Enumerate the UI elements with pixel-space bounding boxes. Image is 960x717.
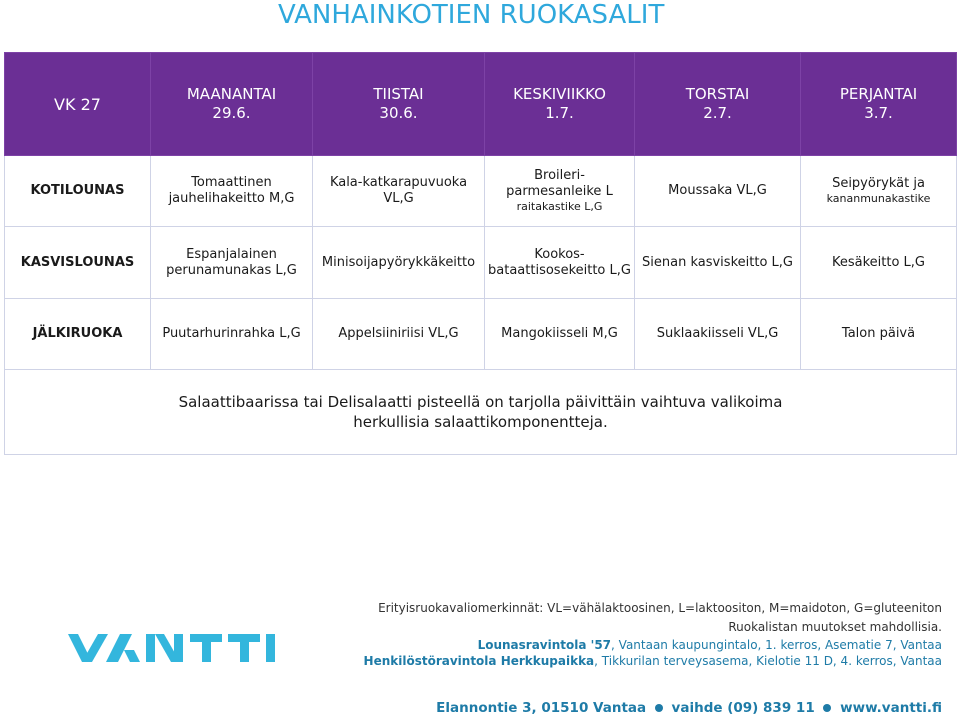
menu-cell: Seipyörykät ja kananmunakastike (801, 156, 957, 227)
menu-cell: Tomaattinen jauhelihakeitto M,G (151, 156, 313, 227)
table-row (5, 370, 957, 455)
menu-cell: Kesäkeitto L,G (801, 227, 957, 299)
menu-cell: Moussaka VL,G (635, 156, 801, 227)
day-friday: PERJANTAI 3.7. (801, 53, 957, 156)
menu-cell: Sienan kasviskeitto L,G (635, 227, 801, 299)
day-wednesday: KESKIVIIKKO 1.7. (485, 53, 635, 156)
contact-line (436, 700, 942, 716)
diet-legend: Erityisruokavaliomerkinnät: VL=vähälaktoosinen, L=laktoositon, M=maidoton, G=gluteeniton (378, 601, 942, 615)
contact-phone: vaihde (09) 839 11 (671, 700, 815, 716)
table-row (5, 156, 957, 227)
page-title: VANHAINKOTIEN RUOKASALIT (278, 0, 665, 30)
contact-address: Elannontie 3, 01510 Vantaa (436, 700, 647, 716)
vantti-logo (68, 628, 278, 672)
row-label-kasvislounas: KASVISLOUNAS (5, 227, 151, 299)
week-number: VK 27 (5, 53, 151, 156)
menu-cell: Broileri-parmesanleike L raitakastike L,G (485, 156, 635, 227)
menu-cell: Appelsiiniriisi VL,G (313, 299, 485, 370)
menu-changes-note: Ruokalistan muutokset mahdollisia. (728, 620, 942, 634)
row-label-jalkiruoka: JÄLKIRUOKA (5, 299, 151, 370)
table-row (5, 227, 957, 299)
menu-cell: Suklaakiisseli VL,G (635, 299, 801, 370)
salad-bar-note: Salaattibaarissa tai Delisalaatti pisteellä on tarjolla päivittäin vaihtuva valikoima herkullisia salaattikomponentteja. (5, 370, 957, 455)
day-thursday: TORSTAI 2.7. (635, 53, 801, 156)
menu-cell: Espanjalainen perunamunakas L,G (151, 227, 313, 299)
header-row (5, 53, 957, 156)
bullet-icon (823, 704, 831, 712)
menu-cell: Mangokiisseli M,G (485, 299, 635, 370)
menu-cell: Kala-katkarapuvuoka VL,G (313, 156, 485, 227)
menu-cell: Puutarhurinrahka L,G (151, 299, 313, 370)
day-tuesday: TIISTAI 30.6. (313, 53, 485, 156)
menu-cell: Talon päivä (801, 299, 957, 370)
menu-table (4, 52, 957, 455)
bullet-icon (655, 704, 663, 712)
menu-cell: Kookos-bataattisosekeitto L,G (485, 227, 635, 299)
contact-web-link[interactable]: www.vantti.fi (840, 700, 942, 716)
row-label-kotilounas: KOTILOUNAS (5, 156, 151, 227)
restaurant-1: Lounasravintola '57, Vantaan kaupungintalo, 1. kerros, Asematie 7, Vantaa (477, 638, 942, 652)
menu-cell: Minisoijapyörykkäkeitto (313, 227, 485, 299)
restaurant-2: Henkilöstöravintola Herkkupaikka, Tikkurilan terveysasema, Kielotie 11 D, 4. kerros, Vantaa (363, 654, 942, 668)
table-row (5, 299, 957, 370)
day-monday: MAANANTAI 29.6. (151, 53, 313, 156)
